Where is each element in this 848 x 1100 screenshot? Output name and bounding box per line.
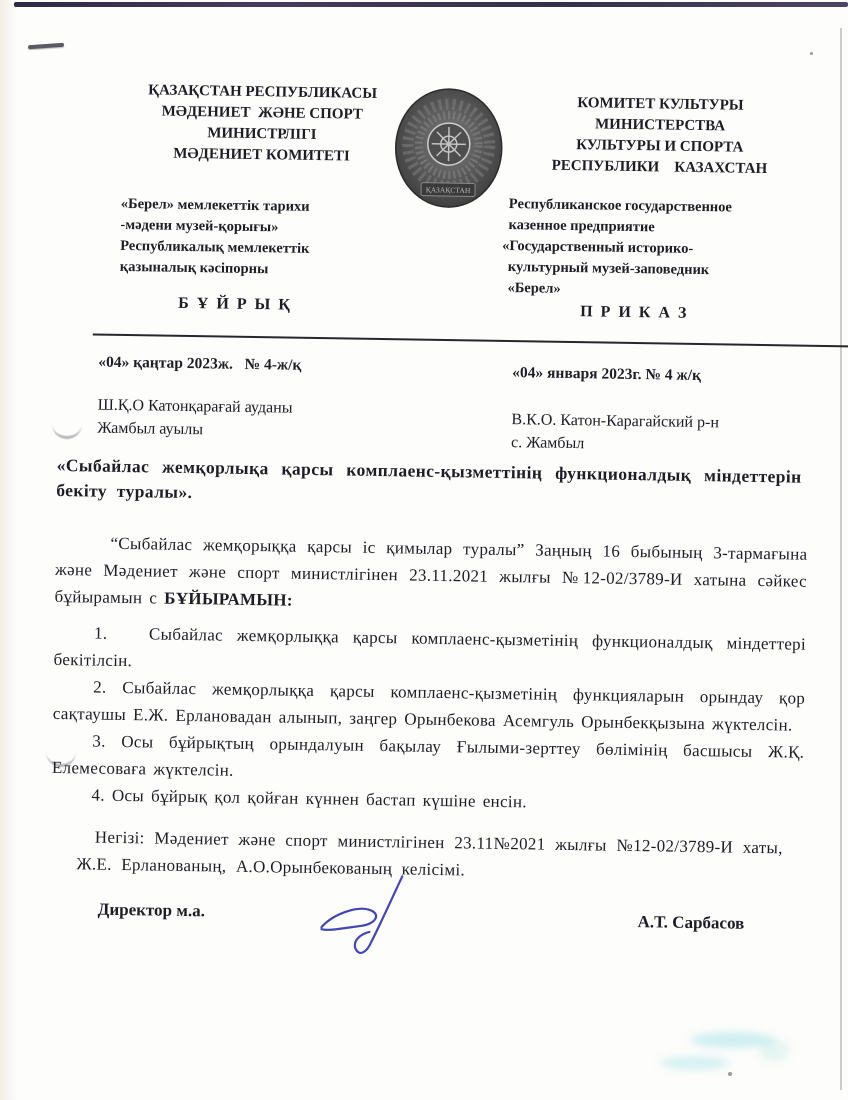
separator-rule — [93, 333, 848, 347]
org-line: культурный музей-заповедник — [507, 259, 710, 279]
order-item: 3. Осы бұйрықтың орындалуын бақылау Ғылыми-зерттеу бөлімінің басшысы Ж.Қ. Елемесоваға жүктелсін. — [51, 731, 805, 780]
org-name-kazakh — [120, 194, 421, 283]
basis-paragraph: Негізі: Мәдениет және спорт министлігінен 23.11№2021 жылғы №12-02/3789-И хаты, Ж.Е. Ерланованың, А.О.Орынбекованың келісімі. — [76, 827, 783, 880]
order-item: 4. Осы бұйрық қол қойған күннен бастап күшіне енсін. — [91, 785, 528, 812]
place-russian — [511, 408, 719, 457]
header-line: МӘДЕНИЕТ ЖӘНЕ СПОРТ — [161, 103, 363, 123]
order-item: 2. Сыбайлас жемқорлыққа қарсы комплаенс-қызметінің функцияларын орындау қор сақтаушы Е.Ж. Ерлановадан алынып, заңгер Орынбекова Асемгуль Орынбекқызына жүктелсін. — [52, 677, 806, 735]
org-line: Республиканское государственное — [508, 196, 733, 216]
header-line: КУЛЬТУРЫ И СПОРТА — [576, 137, 744, 156]
org-line: -мәдени музей-қорығы» — [120, 216, 279, 236]
kazakhstan-emblem-icon — [393, 86, 505, 219]
place-line: Ш.Қ.О Катонқарағай ауданы — [97, 396, 293, 417]
org-name-russian — [502, 194, 829, 304]
order-date-kazakh: «04» қаңтар 2023ж. № 4-ж/қ — [98, 353, 302, 374]
signature-ink — [307, 865, 429, 972]
order-date-russian: «04» января 2023г. № 4 ж/қ — [512, 364, 702, 385]
signer-name: А.Т. Сарбасов — [637, 912, 745, 933]
org-line: «Государственный историко- — [502, 237, 694, 257]
header-line: КОМИТЕТ КУЛЬТУРЫ — [577, 95, 744, 114]
place-kazakh — [97, 394, 293, 443]
header-russian — [499, 92, 820, 181]
order-word-kazakh: Б Ұ Й Р Ы Қ — [178, 294, 293, 314]
header-line: РЕСПУБЛИКИ КАЗАХСТАН — [551, 157, 768, 178]
paragraph-indent — [55, 548, 110, 549]
order-word-russian: П Р И К А З — [580, 303, 689, 322]
emblem-banner-text: ҚАЗАҚСТАН — [425, 185, 471, 195]
document-title: «Сыбайлас жемқорлықа қарсы комплаенс-қызметтінің функционалдық міндеттерін бекіту туралы». — [56, 454, 802, 503]
org-line: «Берел» мемлекеттік тарихи — [120, 195, 310, 215]
order-items — [51, 619, 806, 820]
org-line: қазыналық кәсіпорны — [119, 258, 269, 278]
org-line: Республикалық мемлекеттік — [120, 237, 310, 257]
header-line: ҚАЗАҚСТАН РЕСПУБЛИКАСЫ — [148, 82, 378, 102]
intro-paragraph — [54, 529, 807, 622]
intro-resolution-word: БҰЙЫРАМЫН: — [164, 588, 293, 610]
place-line: с. Жамбыл — [510, 434, 585, 453]
org-line: казенное предприятие — [508, 217, 655, 236]
header-line: МӘДЕНИЕТ КОМИТЕТІ — [173, 145, 350, 165]
order-item: 1. Сыбайлас жемқорлыққа қарсы комплаенс-қызметінің функционалдық міндеттері бекітілсін. — [53, 623, 807, 671]
place-line: Жамбыл ауылы — [97, 419, 204, 439]
org-line: «Берел» — [507, 280, 561, 297]
header-line: МИНИСТРЛІГІ — [207, 125, 317, 143]
intro-text: “Сыбайлас жемқорыққа қарсы іс қимылар туралы” Заңның 16 быбының 3-тармағына және Мәдениет және спорт министлігінен 23.11.2021 жылғы №12-02/3789-И хатына сәйкес бұйырамын с — [54, 533, 808, 608]
header-kazakh — [115, 80, 408, 169]
signer-position: Директор м.а. — [97, 899, 206, 921]
header-line: МИНИСТЕРСТВА — [594, 116, 726, 135]
place-line: В.К.О. Катон-Карагайский р-н — [511, 411, 720, 432]
